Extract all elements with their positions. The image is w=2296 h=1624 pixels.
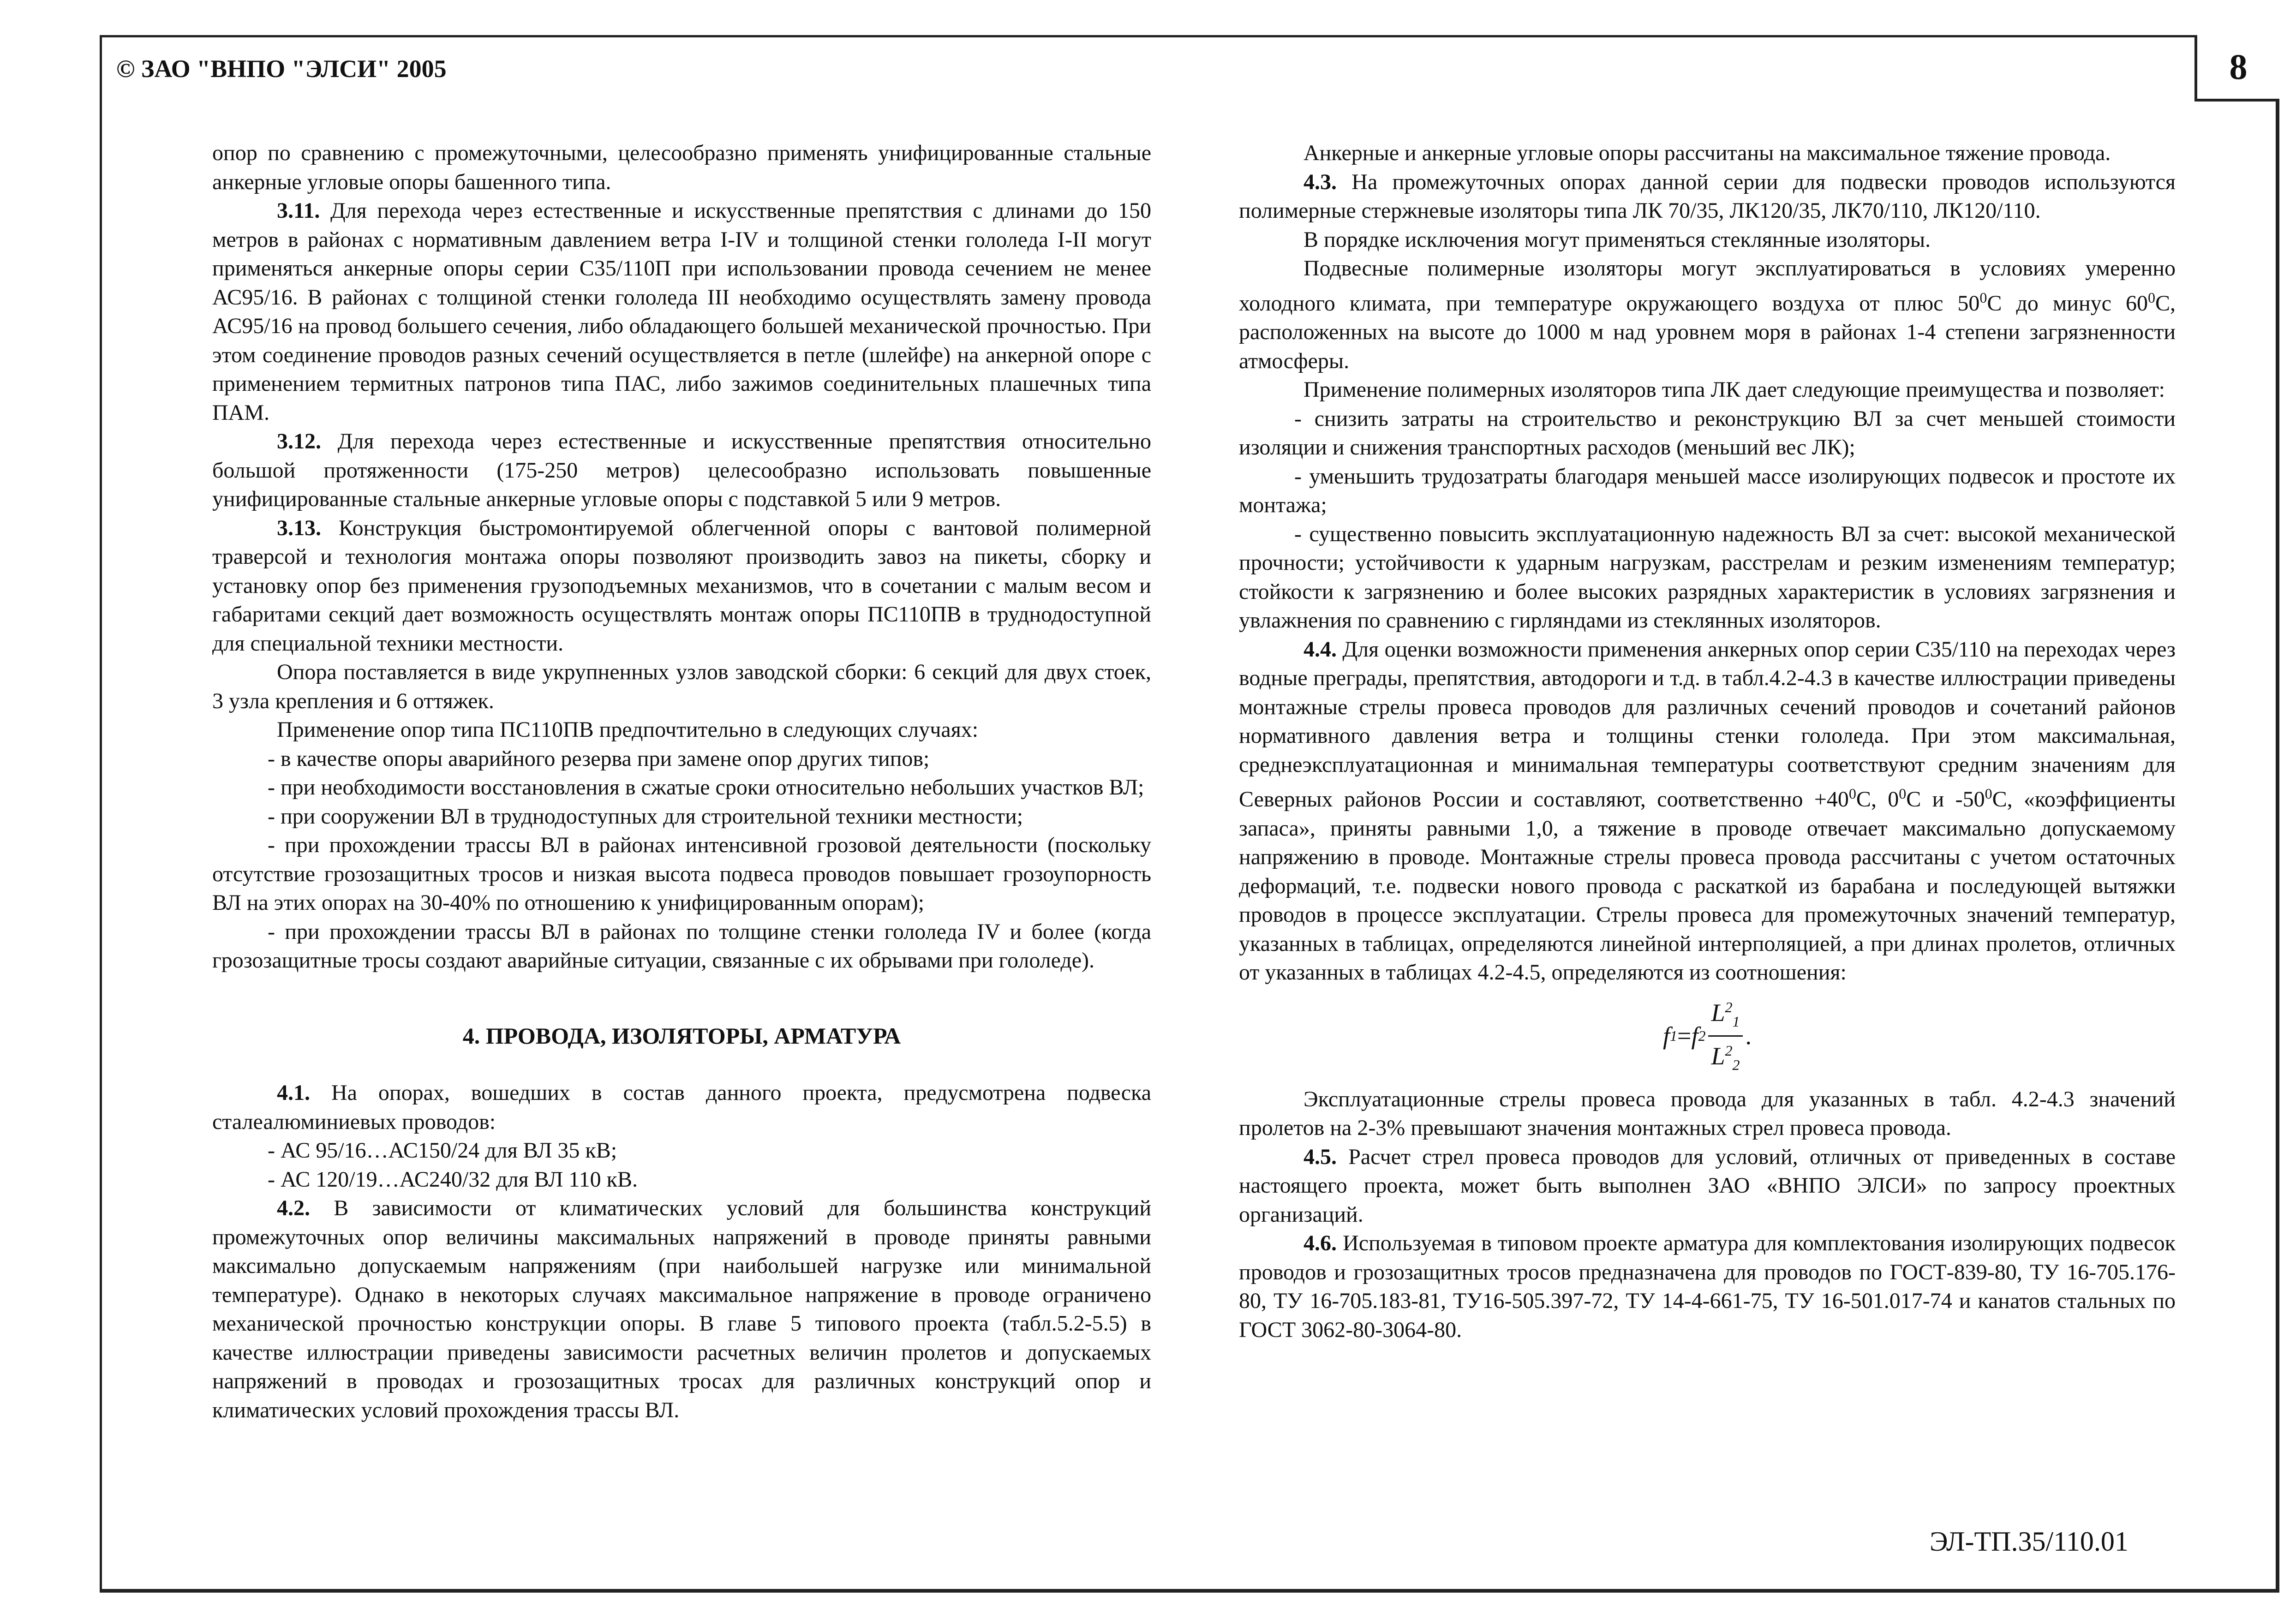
sag-formula: f 1 = f 2 $\frac{L^2_1}{L^2_2}$ . <box>1239 987 2176 1085</box>
paragraph-3-12 <box>212 427 1151 514</box>
paragraph-4-5 <box>1239 1143 2176 1230</box>
right-column <box>1239 139 2176 1344</box>
paragraph-text: На промежуточных опорах данной серии для подвески проводов используются полимерные стержневые изоляторы типа ЛК 70/35, ЛК120/35, ЛК70/110, ЛК120/110. <box>1239 169 2176 223</box>
paragraph-4-3 <box>1239 168 2176 226</box>
document-code: ЭЛ-ТП.35/110.01 <box>1930 1526 2129 1557</box>
paragraph-text: В зависимости от климатических условий для большинства конструкций промежуточных опор величины максимальных напряжений в проводе приняты равными максимально допускаемым напряжениям (при наибольшей нагрузке или минимальной температуре). Однако в некоторых случаях максимальное напряжение в проводе ограничено механической прочностью конструкции опоры. В главе 5 типового проекта (табл.5.2-5.5) в качестве иллюстрации приведены зависимости расчетных величин пролетов и допускаемых напряжений в проводах и грозозащитных тросах для различных конструкций опор и климатических условий прохождения трассы ВЛ. <box>212 1196 1151 1422</box>
clause-number: 3.11. <box>277 198 320 223</box>
paragraph-4-4: 4.4. Для оценки возможности применения анкерных опор серии С35/110 на переходах через водные преграды, препятствия, автодороги и т.д. в табл.4.2-4.3 в качестве иллюстрации приведены монтажные стрелы провеса проводов для различных сечений проводов и сочетаний районов нормативного давления ветра и толщины стенки гололеда. При этом максимальная, среднеэксплуатационная и минимальная температуры соответствуют средним значениям для Северных районов России и составляют, соответственно $+40^0С$, $0^0С$ и $-50^0С$, «коэффициенты запаса», приняты равными 1,0, а тяжение в проводе отвечает максимально допускаемому напряжению в проводе. Монтажные стрелы провеса провода рассчитаны с учетом остаточных деформаций, т.е. подвески нового провода с раскаткой из барабана и последующей вытяжки проводов в процессе эксплуатации. Стрелы провеса для промежуточных значений температур, указанных в таблицах, определяются линейной интерполяцией, а при длинах пролетов, отличных от указанных в таблицах 4.2-4.5, определяются из соотношения: <box>1239 637 2176 985</box>
paragraph-3-11 <box>212 197 1151 427</box>
left-column <box>212 139 1151 1425</box>
list-item: - АС 120/19…АС240/32 для ВЛ 110 кВ. <box>268 1167 638 1192</box>
fraction-denominator: $L^2_2$ <box>1711 1042 1740 1073</box>
paragraph-4-1 <box>212 1079 1151 1136</box>
paragraph-4-2 <box>212 1194 1151 1425</box>
list-item: - при необходимости восстановления в сжатые сроки относительно небольших участков ВЛ; <box>268 775 1144 800</box>
paragraph-text: Конструкция быстромонтируемой облегченной опоры с вантовой полимерной траверсой и технология монтажа опоры позволяют производить завоз на пикеты, сборку и установку опор без применения грузоподъемных механизмов, что в сочетании с малым весом и габаритами секций дает возможность осуществлять монтаж опоры ПС110ПВ в труднодоступной для специальной техники местности. <box>212 515 1151 656</box>
paragraph: Эксплуатационные стрелы провеса провода для указанных в табл. 4.2-4.3 значений пролетов на 2-3% превышают значения монтажных стрел провеса провода. <box>1239 1087 2176 1140</box>
degree-mark: 0 <box>2147 289 2155 306</box>
clause-number: 4.1. <box>277 1081 310 1105</box>
list-item: - уменьшить трудозатраты благодаря меньшей массе изолирующих подвесок и простоте их монтажа; <box>1239 464 2176 517</box>
section-title: 4. ПРОВОДА, ИЗОЛЯТОРЫ, АРМАТУРА <box>462 1022 901 1049</box>
paragraph: Применение опор типа ПС110ПВ предпочтительно в следующих случаях: <box>277 717 979 742</box>
paragraph-text: Используемая в типовом проекте арматура для комплектования изолирующих подвесок проводов и грозозащитных тросов предназначена для проводов по ГОСТ-839-80, ТУ 16-705.176-80, ТУ 16-705.183-81, ТУ16-505.397-72, ТУ 14-4-661-75, ТУ 16-501.017-74 и канатов стальных по ГОСТ 3062-80-3064-80. <box>1239 1231 2176 1342</box>
list-item: - в качестве опоры аварийного резерва при замене опор других типов; <box>268 746 930 771</box>
paragraph-4-6 <box>1239 1229 2176 1344</box>
clause-number: 4.4. <box>1303 637 1337 662</box>
clause-number: 4.6. <box>1303 1231 1337 1255</box>
degree-mark: 0 <box>1848 785 1856 802</box>
list-item: - существенно повысить эксплуатационную надежность ВЛ за счет: высокой механической прочности; устойчивости к ударным нагрузкам, расстрелам и резким изменениям температур; стойкости к загрязнению и более высоких разрядных характеристик в условиях загрязнения и увлажнения по сравнению с гирляндами из стеклянных изоляторов. <box>1239 521 2176 633</box>
formula-fraction <box>1708 993 1742 1079</box>
paragraph: опор по сравнению с промежуточными, целесообразно применять унифицированные стальные анкерные угловые опоры башенного типа. <box>212 141 1151 194</box>
list-item: - снизить затраты на строительство и реконструкцию ВЛ за счет меньшей стоимости изоляции и снижения транспортных расходов (меньший вес ЛК); <box>1239 406 2176 460</box>
paragraph: Применение полимерных изоляторов типа ЛК дает следующие преимущества и позволяет: <box>1303 377 2165 402</box>
degree-mark: 0 <box>1899 785 1907 802</box>
list-item: - АС 95/16…АС150/24 для ВЛ 35 кВ; <box>268 1138 617 1163</box>
paragraph-text: Для перехода через естественные и искусственные препятствия с длинами до 150 метров в районах с нормативным давлением ветра I-IV и толщиной стенки гололеда I-II могут применяться анкерные опоры серии С35/110П при использовании провода сечением не менее АС95/16. В районах с толщиной стенки гололеда III необходимо осуществлять замену провода АС95/16 на провод большего сечения, либо обладающего большей механической прочностью. При этом соединение проводов разных сечений осуществляется в петле (шлейфе) на анкерной опоре с применением термитных патронов типа ПАС, либо зажимов соединительных плашечных типа ПАМ. <box>212 198 1151 425</box>
clause-number: 3.13. <box>277 515 321 540</box>
clause-number: 4.5. <box>1303 1144 1337 1169</box>
paragraph-3-13 <box>212 514 1151 658</box>
paragraph: Опора поставляется в виде укрупненных узлов заводской сборки: 6 секций для двух стоек, 3 узла крепления и 6 оттяжек. <box>212 660 1151 713</box>
list-item: - при сооружении ВЛ в труднодоступных для строительной техники местности; <box>268 804 1023 829</box>
clause-number: 4.3. <box>1303 169 1337 194</box>
paragraph-text: Для перехода через естественные и искусственные препятствия относительно большой протяженности (175-250 метров) целесообразно использовать повышенные унифицированные стальные анкерные угловые опоры с подставкой 5 или 9 метров. <box>212 429 1151 511</box>
page-number: 8 <box>2194 35 2279 102</box>
list-item: - при прохождении трассы ВЛ в районах по толщине стенки гололеда IV и более (когда грозозащитные тросы создают аварийные ситуации, связанные с их обрывами при гололеде). <box>212 919 1151 973</box>
degree-mark: 0 <box>1979 289 1987 306</box>
paragraph-text: На опорах, вошедших в состав данного проекта, предусмотрена подвеска сталеалюминиевых проводов: <box>212 1081 1151 1134</box>
list-item: - при прохождении трассы ВЛ в районах интенсивной грозовой деятельности (поскольку отсутствие грозозащитных тросов и низкая высота подвеса проводов повышает грозоупорность ВЛ на этих опорах на 30-40% по отношению к унифицированным опорам); <box>212 833 1151 915</box>
paragraph: В порядке исключения могут применяться стеклянные изоляторы. <box>1303 227 1931 252</box>
fraction-numerator: $L^2_1$ <box>1708 993 1742 1037</box>
header-copyright: © ЗАО "ВНПО "ЭЛСИ" 2005 <box>116 55 447 83</box>
clause-number: 4.2. <box>277 1196 310 1220</box>
paragraph-text: Расчет стрел провеса проводов для условий, отличных от приведенных в составе настоящего проекта, может быть выполнен ЗАО «ВНПО ЭЛСИ» по запросу проектных организаций. <box>1239 1144 2176 1227</box>
paragraph-climate: Подвесные полимерные изоляторы могут эксплуатироваться в условиях умеренно холодного климата, при температуре окружающего воздуха от плюс $50^0С$ до минус $60^0С$, расположенных на высоте до 1000 м над уровнем моря в районах 1-4 степени загрязненности атмосферы. <box>1239 256 2176 373</box>
clause-number: 3.12. <box>277 429 321 454</box>
degree-mark: 0 <box>1985 785 1992 802</box>
paragraph: Анкерные и анкерные угловые опоры рассчитаны на максимальное тяжение провода. <box>1303 141 2111 165</box>
